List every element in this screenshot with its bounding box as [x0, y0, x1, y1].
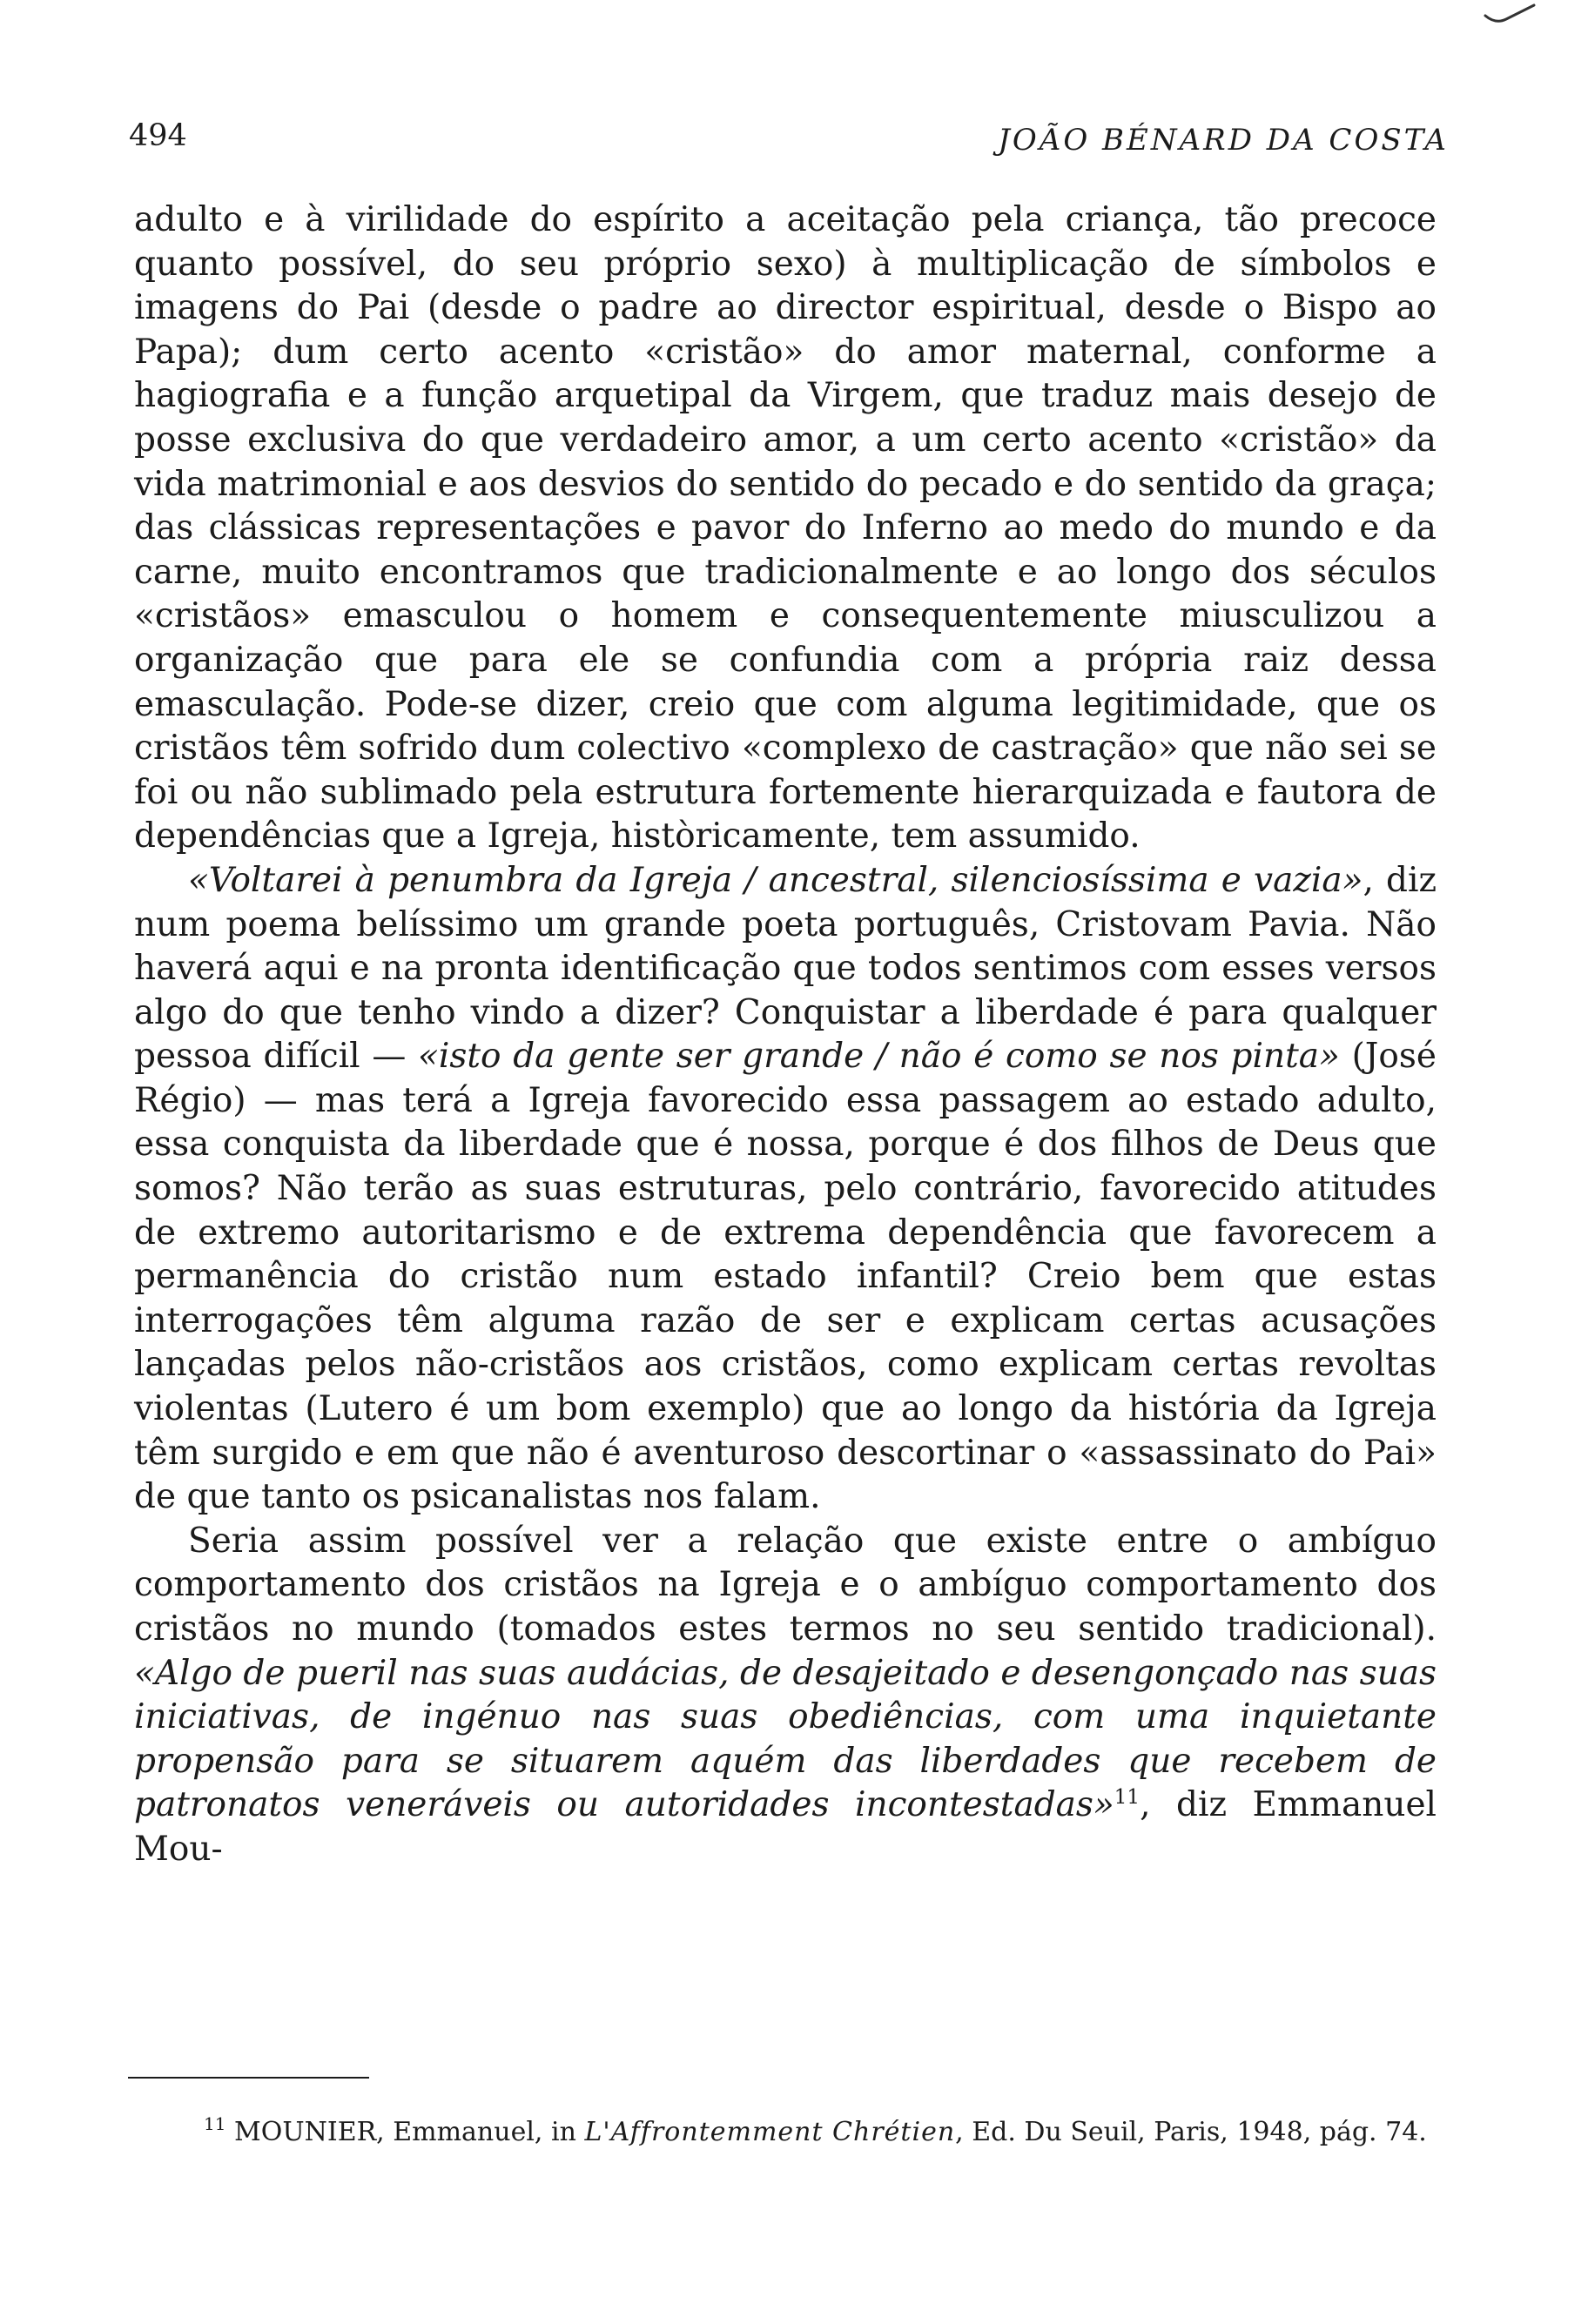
running-head — [0, 118, 1588, 171]
paragraph-3 — [134, 1520, 1437, 1872]
paragraph-2-text-a: , diz num poema belíssimo um grande poeta português, Cristovam Pavia. Não haverá aqui e na pronta identificação que todos sentimos com esses versos algo do que tenho vindo a dizer? Conquistar a liberdade é para qualquer pessoa difícil — — [134, 860, 1437, 1077]
footnote-number: 11 — [204, 2113, 226, 2134]
page-number: 494 — [129, 118, 187, 153]
footnote-details: , Ed. Du Seuil, Paris, 1948, pág. 74. — [955, 2117, 1427, 2147]
footnote-reference: 11 — [1114, 1786, 1141, 1810]
footnote-author: MOUNIER, Emmanuel, in — [234, 2117, 585, 2147]
paragraph-3-text-a: Seria assim possível ver a relação que existe entre o ambíguo comportamento dos cristãos na Igreja e o ambíguo comportamento dos cristãos no mundo (tomados estes termos no seu sentido tradicional). — [134, 1521, 1437, 1649]
quote-cristovam-pavia: «Voltarei à penumbra da Igreja / ancestral, silenciosíssima e vazia» — [188, 860, 1363, 900]
paragraph-3-text-b: , diz Emmanuel Mou- — [134, 1785, 1437, 1869]
footnote-work-title: L'Affrontemment Chrétien — [584, 2117, 956, 2147]
body-text — [134, 198, 1437, 1872]
running-title: JOÃO BÉNARD DA COSTA — [998, 123, 1449, 158]
paragraph-2-text-b: (José Régio) — mas terá a Igreja favorecido essa passagem ao estado adulto, essa conquista da liberdade que é nossa, porque é dos filhos de Deus que somos? Não terão as suas estruturas, pelo contrário, favorecido atitudes de extremo autoritarismo e de extrema dependência que favorecem a permanência do cristão num estado infantil? Creio bem que estas interrogações têm alguma razão de ser e explicam certas acusações lançadas pelos não-cristãos aos cristãos, como explicam certas revoltas violentas (Lutero é um bom exemplo) que ao longo da história da Igreja têm surgido e em que não é aventuroso descortinar o «assassinato do Pai» de que tanto os psicanalistas nos falam. — [134, 1037, 1437, 1517]
paragraph-1: adulto e à virilidade do espírito a aceitação pela criança, tão precoce quanto possível, do seu próprio sexo) à multiplicação de símbolos e imagens do Pai (desde o padre ao director espiritual, desde o Bispo ao Papa); dum certo acento «cristão» do amor maternal, conforme a hagiografia e a função arquetipal da Virgem, que traduz mais desejo de posse exclusiva do que verdadeiro amor, a um certo acento «cristão» da vida matrimonial e aos desvios do sentido do pecado e do sentido da graça; das clássicas representações e pavor do Inferno ao medo do mundo e da carne, muito encontramos que tradicionalmente e ao longo dos séculos «cristãos» emasculou o homem e consequentemente miusculizou a organização que para ele se confundia com a própria raiz dessa emasculação. Pode-se dizer, creio que com alguma legitimidade, que os cristãos têm sofrido dum colectivo «complexo de castração» que não sei se foi ou não sublimado pela estrutura fortemente hierarquizada e fautora de dependências que a Igreja, històricamente, tem assumido. — [134, 200, 1437, 856]
quote-jose-regio: «isto da gente ser grande / não é como se nos pinta» — [418, 1037, 1340, 1077]
paragraph-2 — [134, 859, 1437, 1520]
pen-stroke-mark — [1484, 3, 1536, 28]
footnote-divider — [128, 2077, 369, 2079]
footnote — [129, 2113, 1437, 2152]
quote-mounier: «Algo de pueril nas suas audácias, de desajeitado e desengonçado nas suas iniciativas, de ingénuo nas suas obediências, com uma inquietante propensão para se situarem aquém das liberdades que recebem de patronatos veneráveis ou autoridades incontestadas» — [134, 1653, 1437, 1825]
